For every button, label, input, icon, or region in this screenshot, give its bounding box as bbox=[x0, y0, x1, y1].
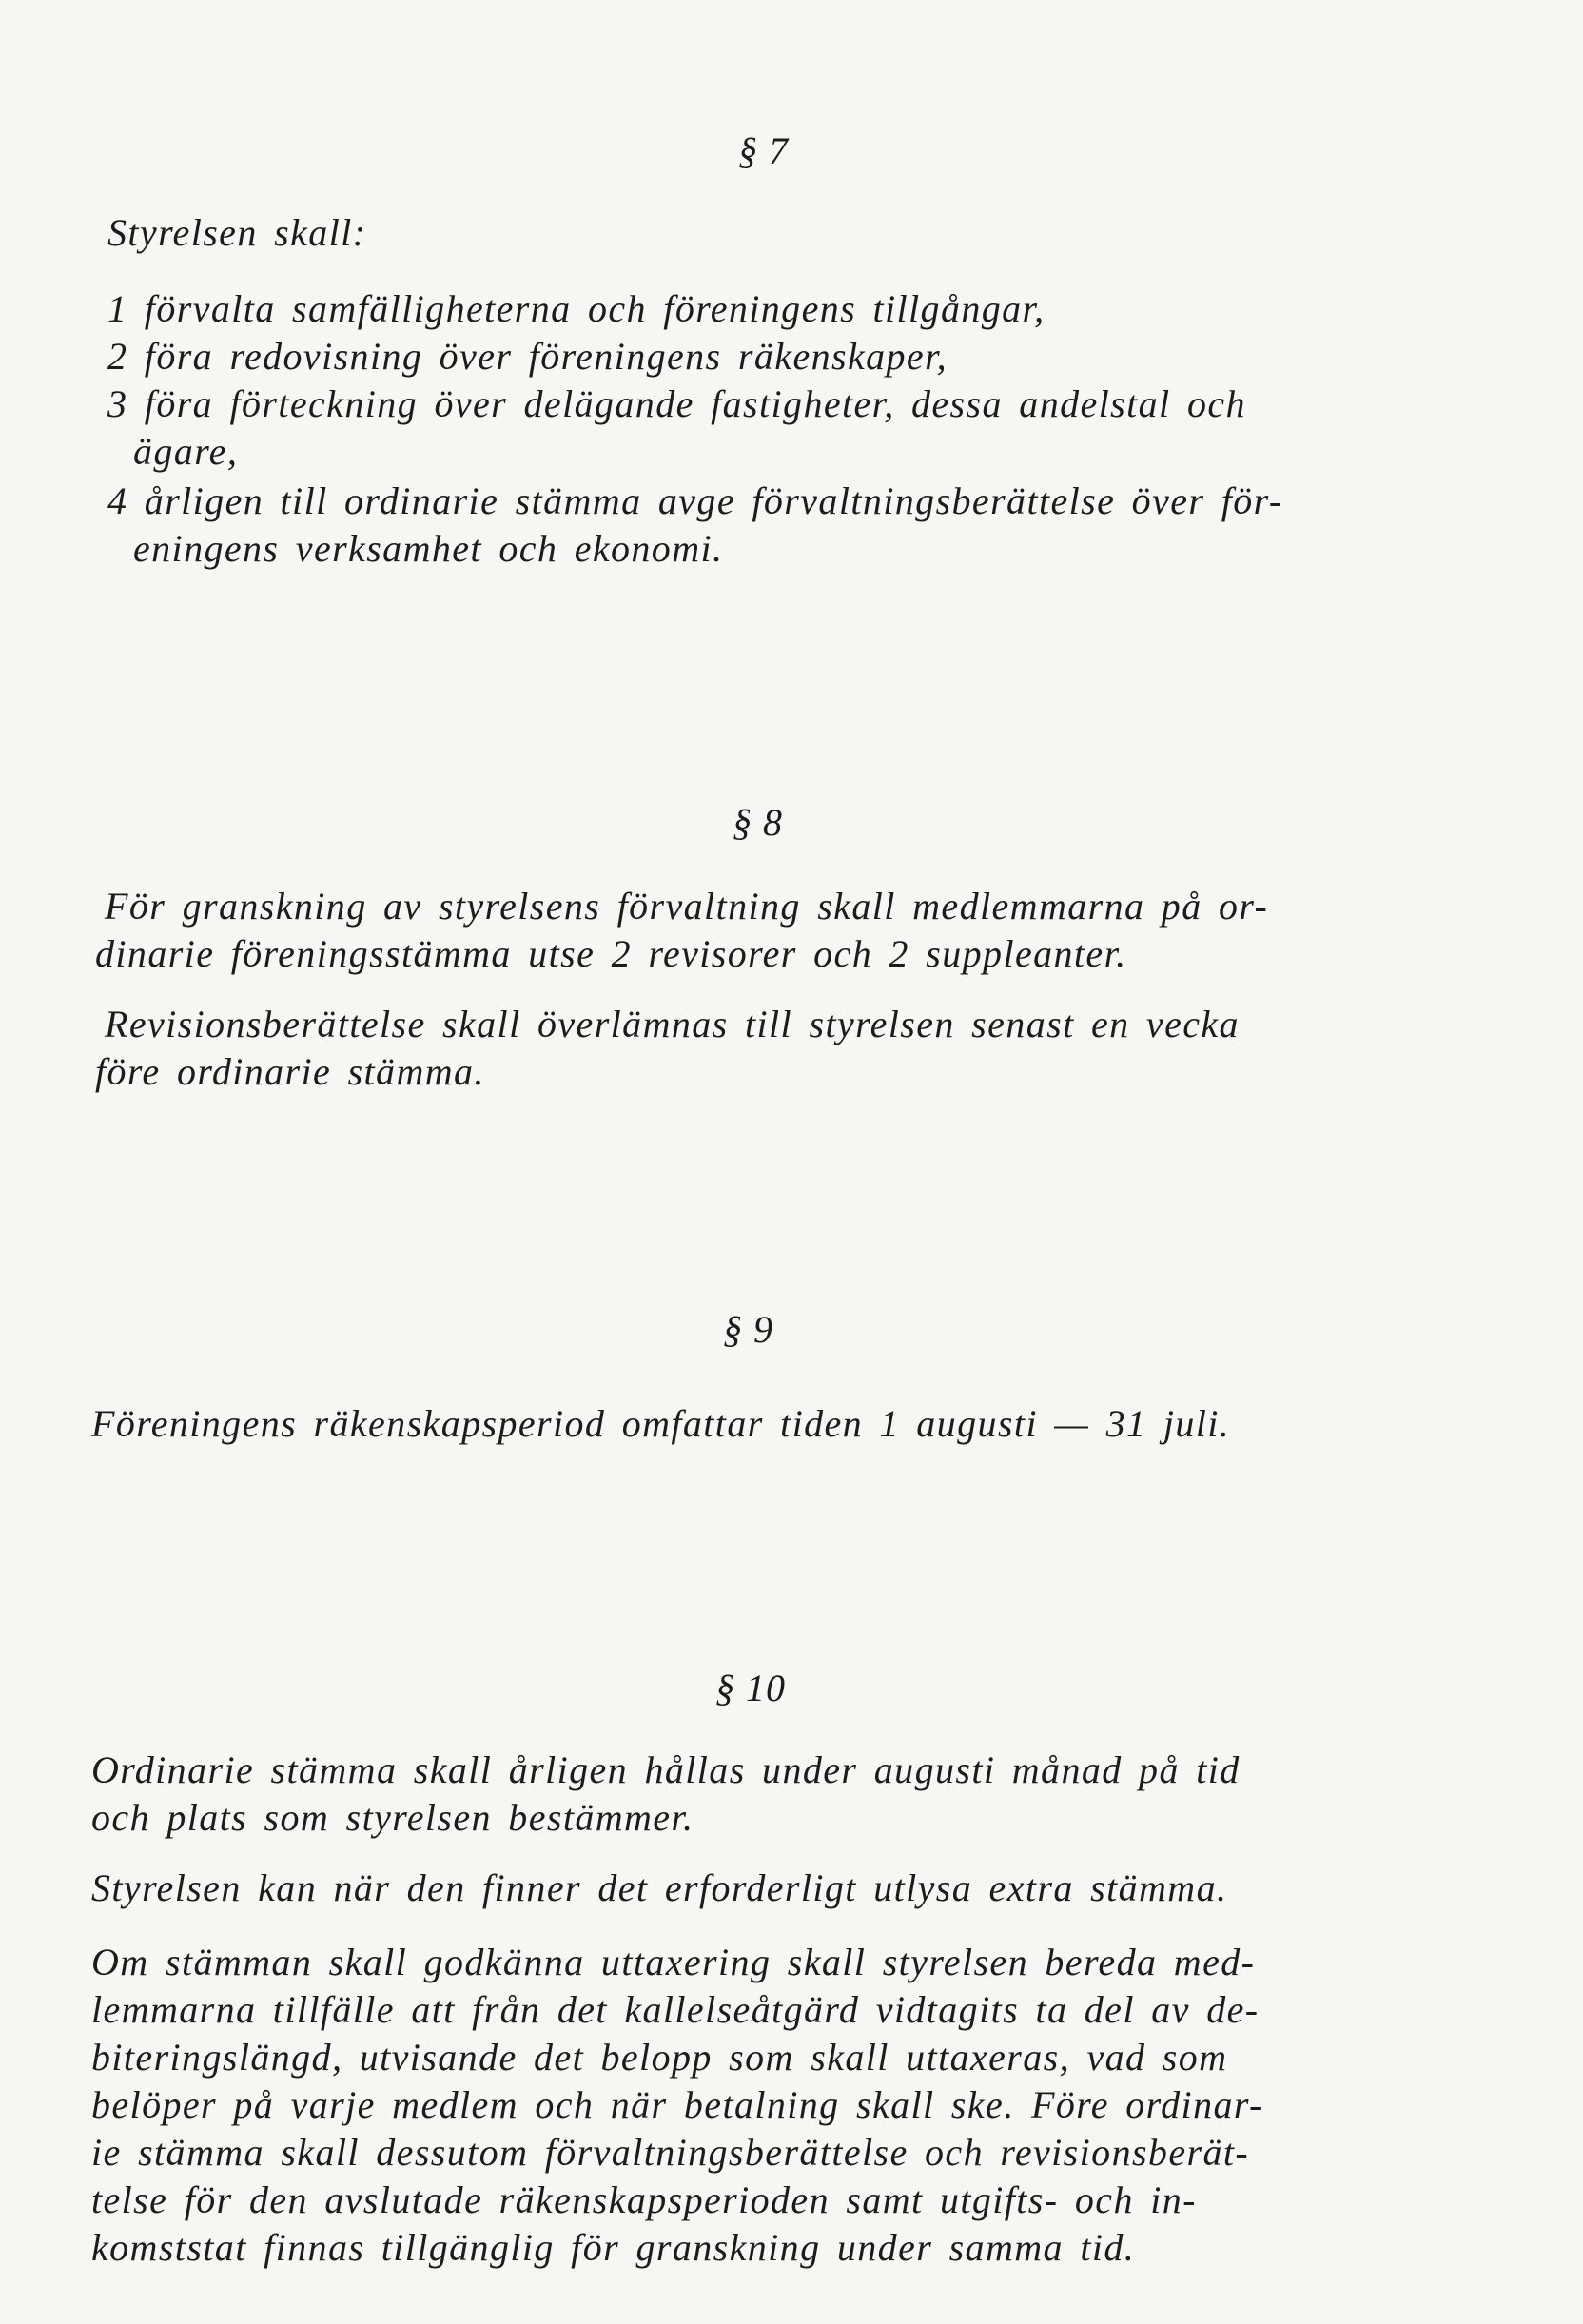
section-10-heading: § 10 bbox=[715, 1667, 786, 1709]
section-7-heading: § 7 bbox=[738, 129, 789, 172]
section-8-line: före ordinarie stämma. bbox=[95, 1050, 485, 1093]
section-10-line: lemmarna tillfälle att från det kallelseåtgärd vidtagits ta del av de- bbox=[91, 1988, 1260, 2031]
section-7-item: 2 föra redovisning över föreningens räkenskaper, bbox=[107, 335, 948, 378]
section-10-line: Ordinarie stämma skall årligen hållas under augusti månad på tid bbox=[91, 1748, 1241, 1791]
section-10-line: och plats som styrelsen bestämmer. bbox=[91, 1796, 694, 1839]
section-10-line: belöper på varje medlem och när betalning skall ske. Före ordinar- bbox=[91, 2083, 1263, 2126]
section-7-item: 1 förvalta samfälligheterna och föreningens tillgångar, bbox=[107, 287, 1046, 330]
section-7-item: 4 årligen till ordinarie stämma avge förvaltningsberättelse över för- bbox=[107, 479, 1283, 522]
section-8-heading: § 8 bbox=[733, 801, 783, 844]
section-7-item: eningens verksamhet och ekonomi. bbox=[133, 527, 724, 570]
section-10-line: telse för den avslutade räkenskapsperioden samt utgifts- och in- bbox=[91, 2178, 1197, 2221]
section-9-heading: § 9 bbox=[723, 1308, 773, 1351]
section-10-line: komststat finnas tillgänglig för granskning under samma tid. bbox=[91, 2226, 1136, 2269]
section-9-line: Föreningens räkenskapsperiod omfattar tiden 1 augusti — 31 juli. bbox=[91, 1402, 1231, 1445]
section-8-line: Revisionsberättelse skall överlämnas till styrelsen senast en vecka bbox=[105, 1003, 1240, 1045]
section-10-line: biteringslängd, utvisande det belopp som skall uttaxeras, vad som bbox=[91, 2036, 1228, 2079]
section-10-line: Styrelsen kan när den finner det erforderligt utlysa extra stämma. bbox=[91, 1866, 1228, 1909]
section-7-item: 3 föra förteckning över delägande fastigheter, dessa andelstal och bbox=[107, 382, 1246, 425]
section-8-line: dinarie föreningsstämma utse 2 revisorer och 2 suppleanter. bbox=[95, 932, 1127, 975]
section-10-line: ie stämma skall dessutom förvaltningsberättelse och revisionsberät- bbox=[91, 2131, 1250, 2174]
section-7-item: ägare, bbox=[133, 430, 239, 473]
section-8-line: För granskning av styrelsens förvaltning skall medlemmarna på or- bbox=[105, 885, 1269, 928]
section-7-intro: Styrelsen skall: bbox=[107, 211, 367, 254]
section-10-line: Om stämman skall godkänna uttaxering skall styrelsen bereda med- bbox=[91, 1941, 1256, 1983]
